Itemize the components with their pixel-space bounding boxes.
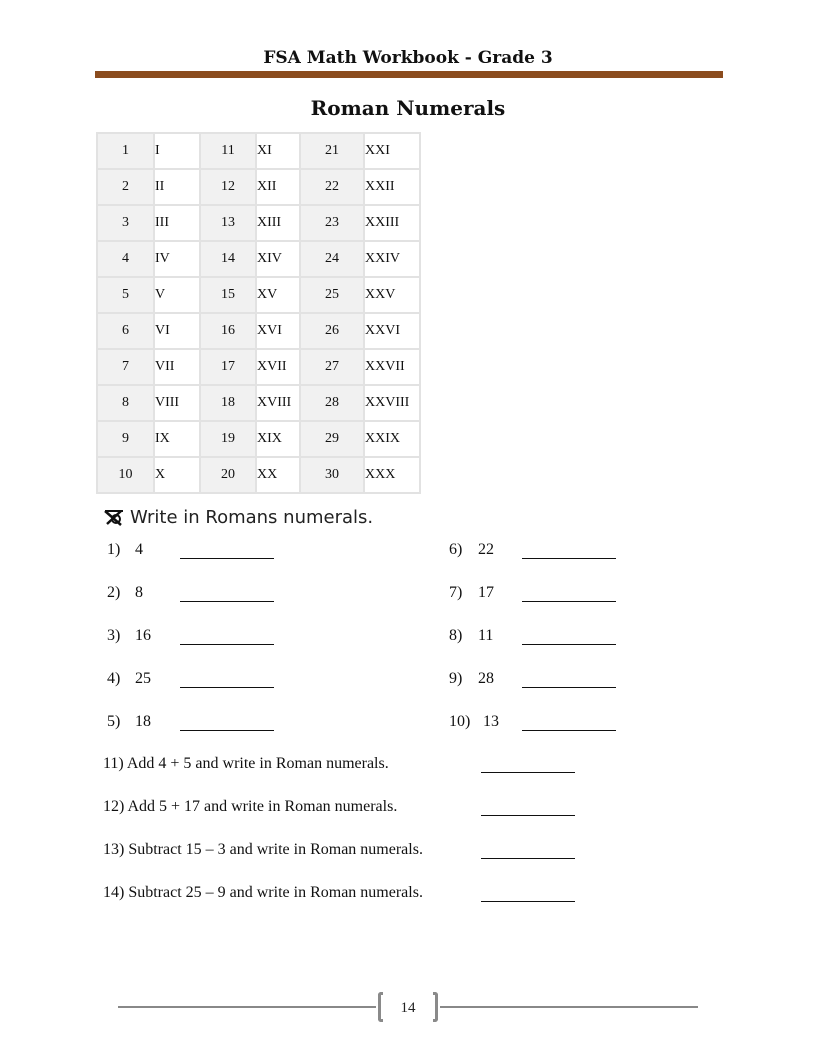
question-value: 17 — [478, 584, 494, 601]
question-2 — [107, 584, 143, 602]
question-number: 2) — [107, 584, 121, 601]
table-row — [97, 313, 420, 349]
numeral-cell: XXI — [364, 133, 420, 169]
table-row — [97, 385, 420, 421]
question-number: 7) — [449, 584, 463, 601]
number-cell: 10 — [97, 457, 154, 493]
question-value: 4 — [135, 541, 143, 558]
table-row — [97, 457, 420, 493]
question-value: 25 — [135, 670, 151, 687]
number-cell: 9 — [97, 421, 154, 457]
question-8 — [449, 627, 493, 645]
number-cell: 5 — [97, 277, 154, 313]
answer-blank-5[interactable] — [180, 730, 274, 731]
footer-rule-left — [118, 1006, 376, 1008]
answer-blank-2[interactable] — [180, 601, 274, 602]
question-1 — [107, 541, 143, 559]
question-number: 4) — [107, 670, 121, 687]
numeral-cell: II — [154, 169, 200, 205]
answer-blank-4[interactable] — [180, 687, 274, 688]
answer-blank-9[interactable] — [522, 687, 616, 688]
numeral-cell: XXVIII — [364, 385, 420, 421]
table-row — [97, 169, 420, 205]
numeral-cell: XXX — [364, 457, 420, 493]
numeral-cell: IV — [154, 241, 200, 277]
numeral-cell: I — [154, 133, 200, 169]
numeral-cell: V — [154, 277, 200, 313]
numeral-cell: XX — [256, 457, 300, 493]
table-row — [97, 133, 420, 169]
answer-blank-6[interactable] — [522, 558, 616, 559]
number-cell: 17 — [200, 349, 256, 385]
number-cell: 7 — [97, 349, 154, 385]
number-cell: 29 — [300, 421, 364, 457]
question-number: 1) — [107, 541, 121, 558]
numeral-cell: X — [154, 457, 200, 493]
number-cell: 2 — [97, 169, 154, 205]
question-value: 28 — [478, 670, 494, 687]
number-cell: 1 — [97, 133, 154, 169]
numeral-cell: XV — [256, 277, 300, 313]
number-cell: 19 — [200, 421, 256, 457]
number-cell: 16 — [200, 313, 256, 349]
numeral-cell: III — [154, 205, 200, 241]
numeral-cell: XXII — [364, 169, 420, 205]
question-value: 11 — [478, 627, 494, 644]
question-value: 16 — [135, 627, 151, 644]
word-question-12: 12) Add 5 + 17 and write in Roman numerals. — [103, 798, 398, 815]
numeral-cell: XVIII — [256, 385, 300, 421]
header-rule — [95, 71, 723, 78]
question-7 — [449, 584, 494, 602]
question-number: 3) — [107, 627, 121, 644]
header-title: FSA Math Workbook - Grade 3 — [263, 48, 553, 68]
number-cell: 12 — [200, 169, 256, 205]
numeral-cell: VIII — [154, 385, 200, 421]
numeral-cell: XXV — [364, 277, 420, 313]
numeral-cell: XXVI — [364, 313, 420, 349]
numeral-cell: XXIV — [364, 241, 420, 277]
numeral-cell: XVII — [256, 349, 300, 385]
roman-numerals-table — [96, 132, 421, 494]
question-3 — [107, 627, 151, 645]
number-cell: 30 — [300, 457, 364, 493]
numeral-cell: XXIII — [364, 205, 420, 241]
question-value: 13 — [483, 713, 499, 730]
number-cell: 24 — [300, 241, 364, 277]
numeral-cell: XXIX — [364, 421, 420, 457]
answer-blank-10[interactable] — [522, 730, 616, 731]
question-number: 9) — [449, 670, 463, 687]
table-row — [97, 349, 420, 385]
word-question-13: 13) Subtract 15 – 3 and write in Roman numerals. — [103, 841, 423, 858]
number-cell: 20 — [200, 457, 256, 493]
answer-blank-13[interactable] — [481, 858, 575, 859]
number-cell: 4 — [97, 241, 154, 277]
numeral-cell: XIX — [256, 421, 300, 457]
number-cell: 11 — [200, 133, 256, 169]
answer-blank-12[interactable] — [481, 815, 575, 816]
number-cell: 26 — [300, 313, 364, 349]
number-cell: 18 — [200, 385, 256, 421]
question-6 — [449, 541, 494, 559]
section-title: Roman Numerals — [310, 96, 506, 120]
word-question-11: 11) Add 4 + 5 and write in Roman numerals. — [103, 755, 389, 772]
number-cell: 3 — [97, 205, 154, 241]
numeral-cell: XIV — [256, 241, 300, 277]
answer-blank-7[interactable] — [522, 601, 616, 602]
question-number: 6) — [449, 541, 463, 558]
question-number: 10) — [449, 713, 471, 730]
numeral-cell: VI — [154, 313, 200, 349]
table-row — [97, 241, 420, 277]
number-cell: 21 — [300, 133, 364, 169]
question-value: 22 — [478, 541, 494, 558]
number-cell: 14 — [200, 241, 256, 277]
number-cell: 6 — [97, 313, 154, 349]
question-value: 8 — [135, 584, 143, 601]
answer-blank-3[interactable] — [180, 644, 274, 645]
numeral-cell: IX — [154, 421, 200, 457]
answer-blank-11[interactable] — [481, 772, 575, 773]
numeral-cell: VII — [154, 349, 200, 385]
number-cell: 23 — [300, 205, 364, 241]
numeral-cell: XXVII — [364, 349, 420, 385]
number-cell: 8 — [97, 385, 154, 421]
number-cell: 15 — [200, 277, 256, 313]
page-number: 14 — [400, 1000, 416, 1016]
instruction-text: Write in Romans numerals. — [130, 507, 374, 528]
word-question-14: 14) Subtract 25 – 9 and write in Roman numerals. — [103, 884, 423, 901]
table-row — [97, 421, 420, 457]
numeral-cell: XI — [256, 133, 300, 169]
answer-blank-1[interactable] — [180, 558, 274, 559]
number-cell: 13 — [200, 205, 256, 241]
table-row — [97, 205, 420, 241]
question-9 — [449, 670, 494, 688]
question-value: 18 — [135, 713, 151, 730]
footer-rule-right — [440, 1006, 698, 1008]
number-cell: 27 — [300, 349, 364, 385]
pencil-icon — [103, 509, 127, 527]
question-10 — [449, 713, 499, 731]
number-cell: 22 — [300, 169, 364, 205]
answer-blank-14[interactable] — [481, 901, 575, 902]
table-row — [97, 277, 420, 313]
question-5 — [107, 713, 151, 731]
number-cell: 25 — [300, 277, 364, 313]
numeral-cell: XIII — [256, 205, 300, 241]
instruction — [103, 507, 373, 528]
answer-blank-8[interactable] — [522, 644, 616, 645]
numeral-cell: XVI — [256, 313, 300, 349]
numeral-cell: XII — [256, 169, 300, 205]
question-number: 5) — [107, 713, 121, 730]
question-4 — [107, 670, 151, 688]
question-number: 8) — [449, 627, 463, 644]
number-cell: 28 — [300, 385, 364, 421]
